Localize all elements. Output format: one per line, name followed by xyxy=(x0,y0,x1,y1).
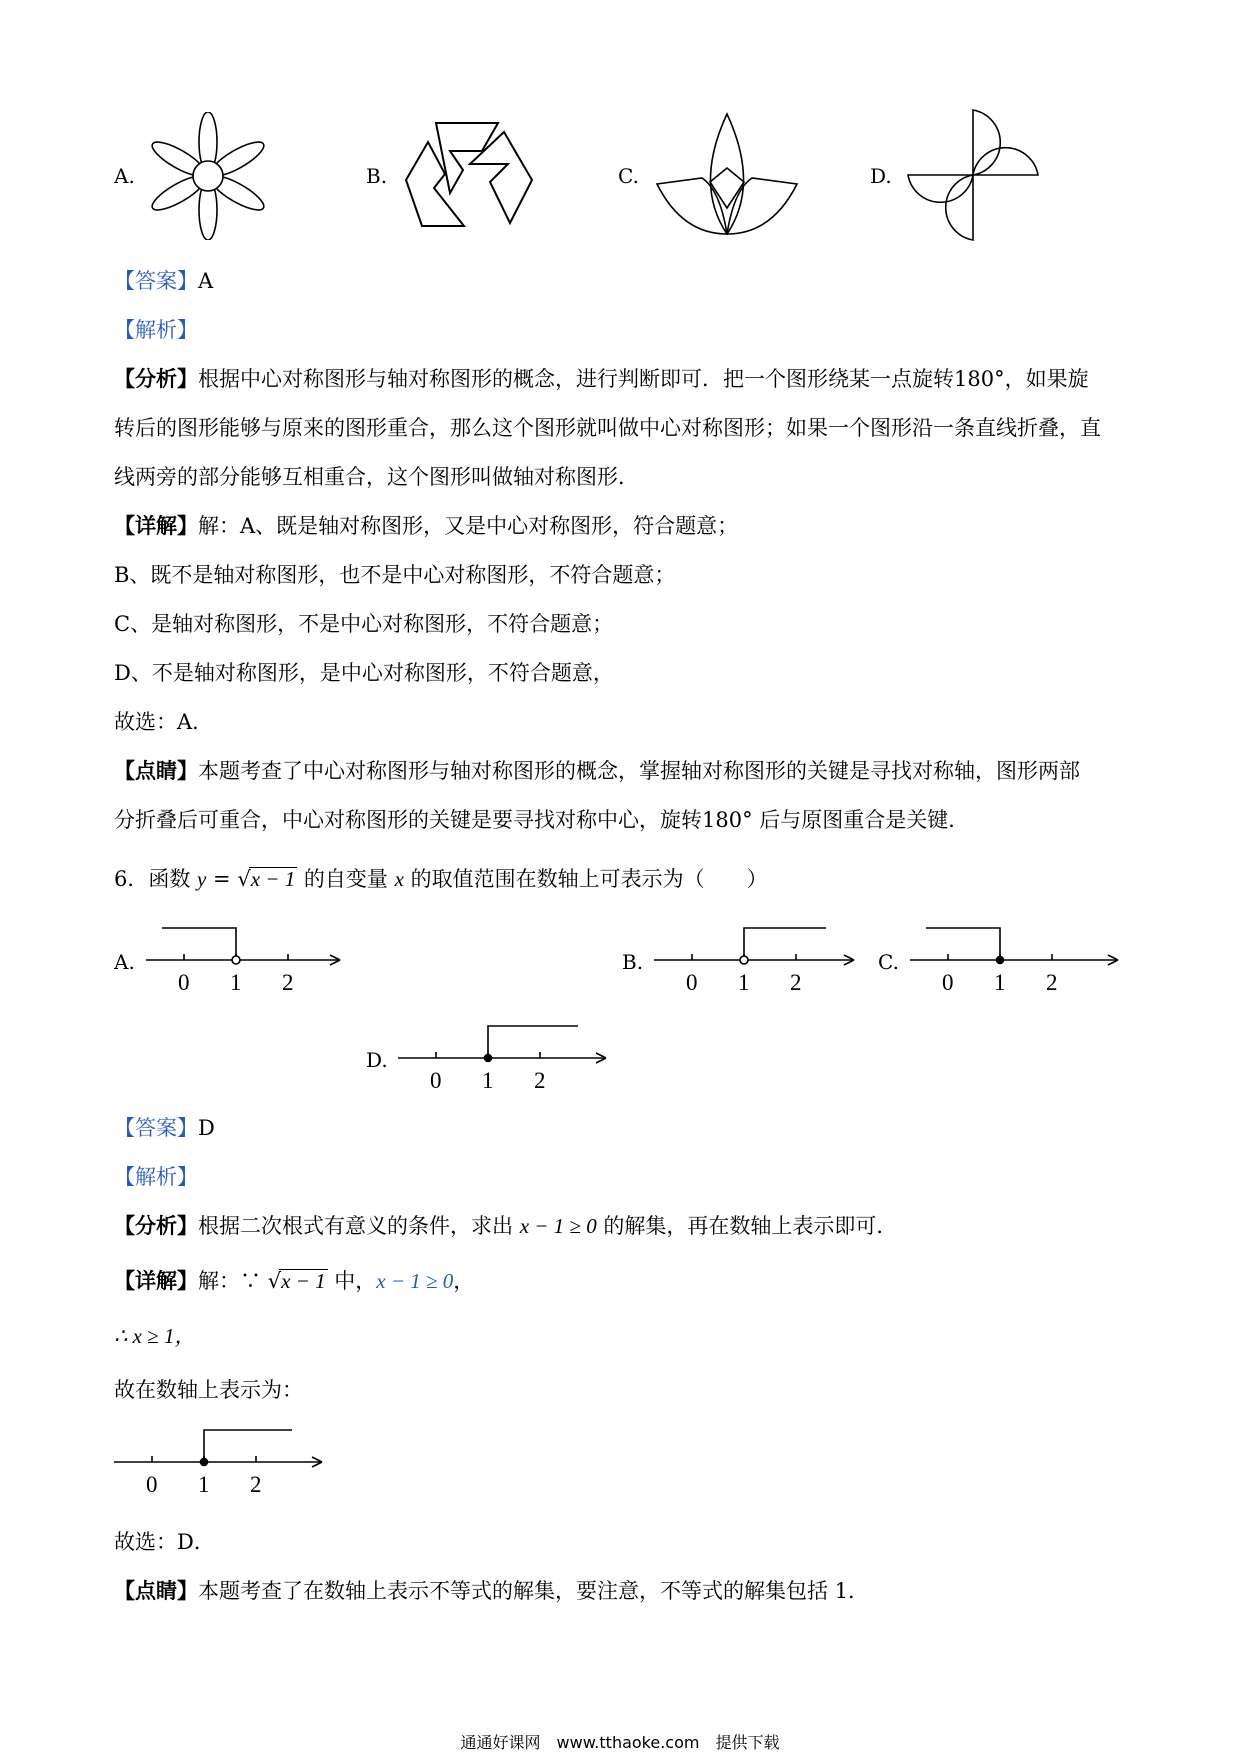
q6-detail-tag: 【详解】 xyxy=(114,1268,198,1293)
tick-0: 0 xyxy=(942,970,954,995)
q5-detail-line-4: D、不是轴对称图形，是中心对称图形，不符合题意， xyxy=(114,661,614,685)
q5-detail-line-5: 故选：A． xyxy=(114,710,214,734)
q6-detail-post: ， xyxy=(453,1269,475,1293)
q6-detail-radicand: x − 1 xyxy=(281,1269,326,1293)
q6-stem-post: 的取值范围在数轴上可表示为（ ） xyxy=(403,867,768,891)
q6-show-line: 故在数轴上表示为： xyxy=(114,1378,303,1402)
q6-option-a-label: A. xyxy=(114,950,135,974)
q5-fen-line-2: 转后的图形能够与原来的图形重合，那么这个图形就叫做中心对称图形；如果一个图形沿一条直线折叠，直 xyxy=(114,416,1101,440)
q5-detail-line-2: B、既不是轴对称图形，也不是中心对称图形，不符合题意； xyxy=(114,563,676,587)
q6-choose: 故选：D． xyxy=(114,1530,215,1554)
tick-1: 1 xyxy=(198,1472,210,1497)
q6-fen-post: 的解集，再在数轴上表示即可． xyxy=(596,1214,898,1238)
q5-analysis-line xyxy=(114,315,198,345)
q5-answer-line xyxy=(114,266,213,296)
tick-2: 2 xyxy=(282,970,294,995)
tick-2: 2 xyxy=(790,970,802,995)
tick-0: 0 xyxy=(686,970,698,995)
q5-fen-tag: 【分析】 xyxy=(114,366,198,391)
q6-fen-line xyxy=(114,1211,897,1241)
q6-option-d-label: D. xyxy=(366,1048,388,1072)
q6-comment-text: 本题考查了在数轴上表示不等式的解集，要注意，不等式的解集包括 1． xyxy=(198,1579,870,1603)
q6-comment-line xyxy=(114,1576,869,1606)
q5-comment-text-1: 本题考查了中心对称图形与轴对称图形的概念，掌握轴对称图形的关键是寻找对称轴，图形两部 xyxy=(198,759,1080,783)
q5-fen-text-1: 根据中心对称图形与轴对称图形的概念，进行判断即可．把一个图形绕某一点旋转180°，如果旋 xyxy=(198,367,1089,391)
q6-detail-mid: 中， xyxy=(327,1269,377,1293)
q5-comment-line-1 xyxy=(114,756,1080,786)
q5-answer-tag: 【答案】 xyxy=(114,269,198,293)
tick-1: 1 xyxy=(482,1068,494,1093)
tick-0: 0 xyxy=(178,970,190,995)
q5-detail-tag: 【详解】 xyxy=(114,513,198,538)
q5-fen-line-1 xyxy=(114,364,1089,394)
q5-option-a-label: A. xyxy=(114,164,135,188)
q6-answer-tag: 【答案】 xyxy=(114,1116,198,1140)
q5-option-b-label: B. xyxy=(366,164,388,188)
q5-detail-text-1: 解：A、既是轴对称图形，又是中心对称图形，符合题意； xyxy=(198,514,739,538)
number-line-solution xyxy=(108,1420,338,1500)
q6-option-b-label: B. xyxy=(622,950,644,974)
q6-stem: 6．函数 y = √x − 1 的自变量 x 的取值范围在数轴上可表示为（ ） xyxy=(114,867,768,891)
q5-option-c-label: C. xyxy=(618,164,639,188)
tick-1: 1 xyxy=(738,970,750,995)
q5-answer-value: A xyxy=(198,269,214,293)
q5-option-d-label: D. xyxy=(870,164,892,188)
q5-fen-line-3: 线两旁的部分能够互相重合，这个图形叫做轴对称图形． xyxy=(114,465,639,489)
lotus-figure xyxy=(652,110,802,240)
tick-2: 2 xyxy=(250,1472,262,1497)
q5-comment-line-2: 分折叠后可重合，中心对称图形的关键是要寻找对称中心，旋转180° 后与原图重合是关键． xyxy=(114,808,970,832)
q6-comment-tag: 【点睛】 xyxy=(114,1578,198,1603)
tick-1: 1 xyxy=(230,970,242,995)
q6-stem-y: y xyxy=(197,867,207,891)
number-line-a xyxy=(140,918,360,998)
tick-0: 0 xyxy=(146,1472,158,1497)
tick-0: 0 xyxy=(430,1068,442,1093)
q5-detail-line-1 xyxy=(114,511,738,541)
q5-detail-line-3: C、是轴对称图形，不是中心对称图形，不符合题意； xyxy=(114,612,614,636)
q6-stem-x: x xyxy=(394,867,404,891)
q6-option-c-label: C. xyxy=(878,950,899,974)
number-line-c xyxy=(904,918,1134,998)
q6-answer-line xyxy=(114,1113,215,1143)
q5-analysis-tag: 【解析】 xyxy=(114,318,198,342)
pinwheel-figure xyxy=(906,106,1046,244)
q6-stem-eq: = xyxy=(206,867,238,891)
footer: 通通好课网 www.tthaoke.com 提供下载 xyxy=(460,1733,780,1752)
q6-fen-pre: 根据二次根式有意义的条件，求出 xyxy=(198,1214,520,1238)
q6-therefore: ∴ x ≥ 1， xyxy=(114,1324,196,1348)
number-line-d xyxy=(392,1016,622,1096)
q6-detail-math: x − 1 ≥ 0 xyxy=(376,1269,454,1293)
q6-detail-pre: 解：∵ xyxy=(198,1269,268,1293)
q6-analysis-line xyxy=(114,1162,198,1192)
tick-2: 2 xyxy=(1046,970,1058,995)
q6-stem-pre: 6．函数 xyxy=(114,867,198,891)
flower-figure xyxy=(148,112,268,240)
recycle-figure xyxy=(400,118,540,236)
q6-answer-value: D xyxy=(198,1116,215,1140)
tick-1: 1 xyxy=(994,970,1006,995)
tick-2: 2 xyxy=(534,1068,546,1093)
q6-fen-tag: 【分析】 xyxy=(114,1213,198,1238)
q6-fen-math: x − 1 ≥ 0 xyxy=(519,1214,597,1238)
q6-stem-mid: 的自变量 xyxy=(297,867,395,891)
q6-detail-line: 【详解】解：∵ √x − 1 中，x − 1 ≥ 0， xyxy=(114,1268,475,1293)
q5-comment-tag: 【点睛】 xyxy=(114,758,198,783)
q6-stem-radicand: x − 1 xyxy=(250,867,296,891)
q6-analysis-tag: 【解析】 xyxy=(114,1165,198,1189)
number-line-b xyxy=(648,918,868,998)
